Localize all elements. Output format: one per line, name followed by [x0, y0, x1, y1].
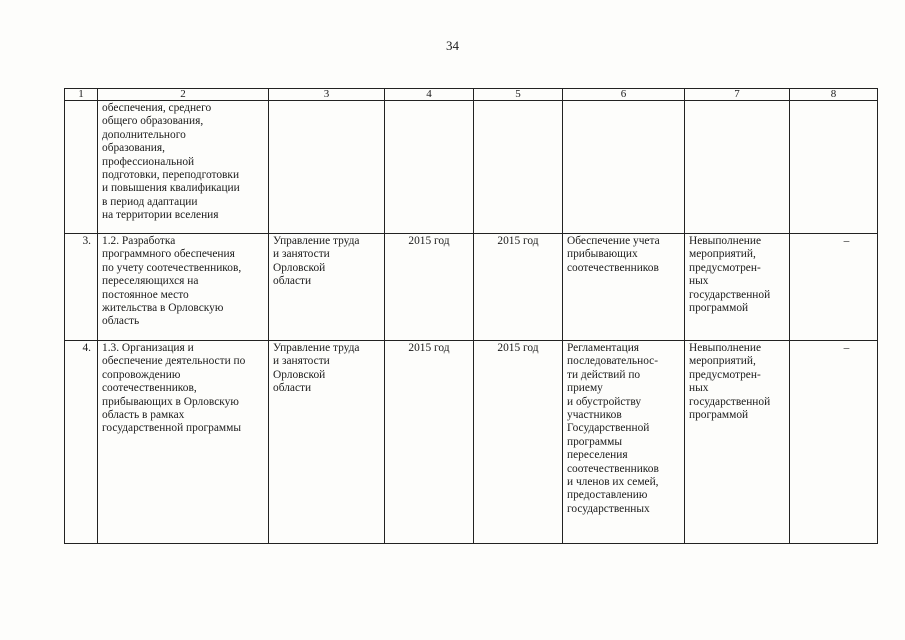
executor: Управление труда и занятости Орловской области	[269, 341, 385, 544]
column-header: 8	[790, 89, 878, 101]
table-row	[65, 101, 878, 234]
activity-name: 1.2. Разработка программного обеспечения по учету соотечественников, переселяющихся на постоянное место жительства в Орловскую область	[98, 234, 269, 341]
end-date: 2015 год	[474, 341, 563, 544]
executor	[269, 101, 385, 234]
expected-result: Обеспечение учета прибывающих соотечественников	[563, 234, 685, 341]
page-number: 34	[446, 38, 459, 53]
column-header: 1	[65, 89, 98, 101]
row-number: 3.	[65, 234, 98, 341]
consequence: Невыполнение мероприятий, предусмотрен- ных государственной программой	[685, 234, 790, 341]
indicator-link	[790, 101, 878, 234]
indicator-link: –	[790, 341, 878, 544]
expected-result	[563, 101, 685, 234]
indicator-link: –	[790, 234, 878, 341]
column-header: 4	[385, 89, 474, 101]
column-header: 3	[269, 89, 385, 101]
start-date	[385, 101, 474, 234]
consequence: Невыполнение мероприятий, предусмотрен- ных государственной программой	[685, 341, 790, 544]
program-table	[64, 88, 878, 544]
start-date: 2015 год	[385, 234, 474, 341]
executor: Управление труда и занятости Орловской области	[269, 234, 385, 341]
row-number: 4.	[65, 341, 98, 544]
header-row	[65, 89, 878, 101]
column-header: 2	[98, 89, 269, 101]
table-row	[65, 234, 878, 341]
consequence	[685, 101, 790, 234]
activity-name: 1.3. Организация и обеспечение деятельности по сопровождению соотечественников, прибывающих в Орловскую область в рамках государственной программы	[98, 341, 269, 544]
row-number	[65, 101, 98, 234]
table-row	[65, 341, 878, 544]
expected-result: Регламентация последовательнос- ти действий по приему и обустройству участников Государственной программы переселения соотечественников и членов их семей, предоставлению государственных	[563, 341, 685, 544]
activity-name: обеспечения, среднего общего образования, дополнительного образования, профессиональной подготовки, переподготовки и повышения квалификации в период адаптации на территории вселения	[98, 101, 269, 234]
end-date	[474, 101, 563, 234]
column-header: 7	[685, 89, 790, 101]
start-date: 2015 год	[385, 341, 474, 544]
end-date: 2015 год	[474, 234, 563, 341]
column-header: 6	[563, 89, 685, 101]
column-header: 5	[474, 89, 563, 101]
